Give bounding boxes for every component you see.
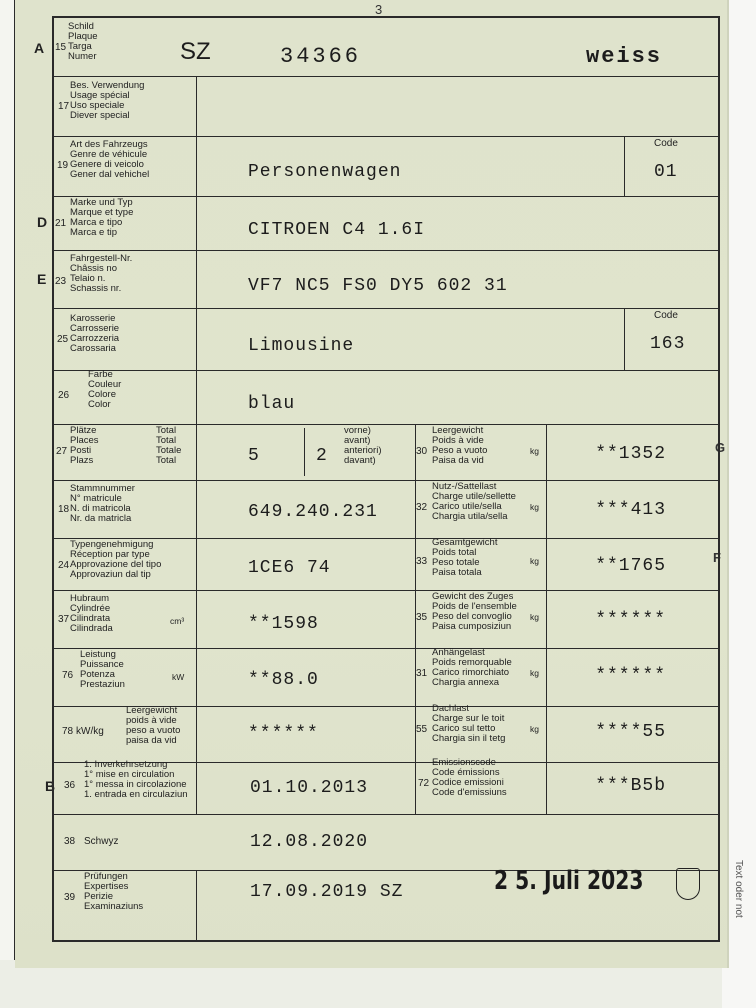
row-number-19: 19 [57, 160, 69, 171]
power-weight-value: ****** [248, 724, 319, 744]
special-use-label: Bes. Verwendung Usage spécial Uso speciale Diever special [70, 80, 145, 121]
payload-label: Nutz-/Sattellast Charge utile/sellette Carico utile/sella Chargia utila/sella [432, 481, 516, 522]
seats-front-label: vorne) avant) anteriori) davant) [344, 425, 382, 466]
displacement-value: **1598 [248, 614, 319, 634]
row-number-25: 25 [57, 334, 69, 345]
row-number-23: 23 [55, 276, 67, 287]
plate-color: weiss [586, 44, 663, 69]
row-number-32: 32 [416, 502, 428, 513]
row-number-38: 38 [64, 836, 76, 847]
row-number-24: 24 [58, 560, 70, 571]
seats-total-label: Total Total Totale Total [156, 425, 182, 466]
emission-code-value: ***B5b [595, 776, 666, 796]
side-letter-a: A [34, 40, 45, 56]
type-approval-label: Typengenehmigung Réception par type Approvazione del tipo Approvaziun dal tip [70, 539, 162, 580]
total-weight-value: **1765 [595, 556, 666, 576]
roof-load-value: ****55 [595, 722, 666, 742]
master-number-value: 649.240.231 [248, 502, 378, 522]
first-registration-value: 01.10.2013 [250, 778, 369, 798]
row-number-76: 76 [62, 670, 74, 681]
side-letter-d: D [37, 214, 48, 230]
power-unit: kW [172, 672, 185, 682]
towing-load-value: ****** [595, 666, 666, 686]
registration-grid [52, 16, 720, 942]
make-type-label: Marke und Typ Marque et type Marca e tipo Marca e tip [70, 197, 134, 238]
row-number-15: 15 [55, 42, 67, 53]
train-weight-value: ****** [595, 610, 666, 630]
row-number-78: 78 [62, 726, 74, 737]
vehicle-kind-code-header: Code [654, 138, 678, 149]
master-number-label: Stammnummer N° matricule N. di matricola Nr. da matricla [70, 483, 135, 524]
margin-letter-f: F [713, 550, 721, 565]
chassis-label: Fahrgestell-Nr. Châssis no Telaio n. Schassis nr. [70, 253, 133, 294]
inspection-stamp: 2 5. Juli 2023 [494, 866, 644, 896]
canton-code: SZ [180, 38, 211, 65]
power-label: Leistung Puissance Potenza Prestaziun [80, 649, 125, 690]
vehicle-kind-label: Art des Fahrzeugs Genre de véhicule Genere di veicolo Gener dal vehichel [70, 139, 150, 180]
row-number-26: 26 [58, 390, 70, 401]
body-label: Karosserie Carrosserie Carrozzeria Carossaria [70, 313, 120, 354]
row-number-27: 27 [56, 446, 68, 457]
row-number-37: 37 [58, 614, 70, 625]
emission-code-label: Emissionscode Code émissions Codice emissioni Code d'emissiuns [432, 757, 507, 798]
displacement-label: Hubraum Cylindrée Cilindrata Cilindrada [70, 593, 113, 634]
first-registration-label: 1. Inverkehrsetzung 1° mise en circulation 1° messa in circolazione 1. entrada en circulaziun [84, 759, 188, 800]
row-number-31: 31 [416, 668, 428, 679]
canton-shield-icon [676, 868, 700, 900]
total-weight-unit: kg [530, 556, 539, 566]
row-number-39: 39 [64, 892, 76, 903]
power-weight-label: Leergewicht poids à vide peso a vuoto paisa da vid [126, 705, 181, 746]
power-weight-prefix: kW/kg [76, 726, 104, 737]
inspection-value: 17.09.2019 SZ [250, 882, 404, 902]
payload-value: ***413 [595, 500, 666, 520]
body-code: 163 [650, 334, 686, 354]
roof-load-label: Dachlast Charge sur le toit Carico sul tetto Chargia sin il tetg [432, 703, 506, 744]
vehicle-kind-code: 01 [654, 162, 678, 182]
payload-unit: kg [530, 502, 539, 512]
color-label: Farbe Couleur Colore Color [88, 369, 122, 410]
row-number-36: 36 [64, 780, 76, 791]
train-weight-label: Gewicht des Zuges Poids de l'ensemble Peso del convoglio Paisa cumposiziun [432, 591, 517, 632]
row-number-18: 18 [58, 504, 70, 515]
seats-total: 5 [248, 446, 260, 466]
empty-weight-label: Leergewicht Poids à vide Peso a vuoto Paisa da vid [432, 425, 488, 466]
vehicle-kind-value: Personenwagen [248, 162, 402, 182]
color-value: blau [248, 394, 296, 414]
towing-load-unit: kg [530, 668, 539, 678]
displacement-unit: cm³ [170, 616, 185, 626]
empty-weight-value: **1352 [595, 444, 666, 464]
page-number: 3 [375, 2, 383, 17]
body-code-header: Code [654, 310, 678, 321]
plate-number: 34366 [280, 44, 362, 69]
towing-load-label: Anhängelast Poids remorquable Carico rimorchiato Chargia annexa [432, 647, 512, 688]
seats-label: Plätze Places Posti Plazs [70, 425, 99, 466]
train-weight-unit: kg [530, 612, 539, 622]
total-weight-label: Gesamtgewicht Poids total Peso totale Paisa totala [432, 537, 498, 578]
chassis-number: VF7 NC5 FS0 DY5 602 31 [248, 276, 508, 296]
row-number-21: 21 [55, 218, 67, 229]
roof-load-unit: kg [530, 724, 539, 734]
left-page-edge [0, 0, 15, 960]
margin-letter-g: G [715, 440, 726, 455]
row-number-33: 33 [416, 556, 428, 567]
plate-label: Schild Plaque Targa Numer [68, 21, 98, 62]
inspections-label: Prüfungen Expertises Perizie Examinaziuns [84, 871, 144, 912]
empty-weight-unit: kg [530, 446, 539, 456]
body-value: Limousine [248, 336, 355, 356]
adjacent-page-text: Text oder not [733, 860, 744, 918]
type-approval-value: 1CE6 74 [248, 558, 331, 578]
row-number-17: 17 [58, 101, 70, 112]
row-number-35: 35 [416, 612, 428, 623]
issuing-canton-label: Schwyz [84, 836, 119, 847]
row-number-55: 55 [416, 724, 428, 735]
row-number-72: 72 [418, 778, 430, 789]
power-value: **88.0 [248, 670, 319, 690]
row-number-30: 30 [416, 446, 428, 457]
seats-front: 2 [316, 446, 328, 466]
make-type-value: CITROEN C4 1.6I [248, 220, 426, 240]
side-letter-e: E [37, 271, 47, 287]
side-letter-b: B [45, 778, 56, 794]
issue-date-value: 12.08.2020 [250, 832, 369, 852]
